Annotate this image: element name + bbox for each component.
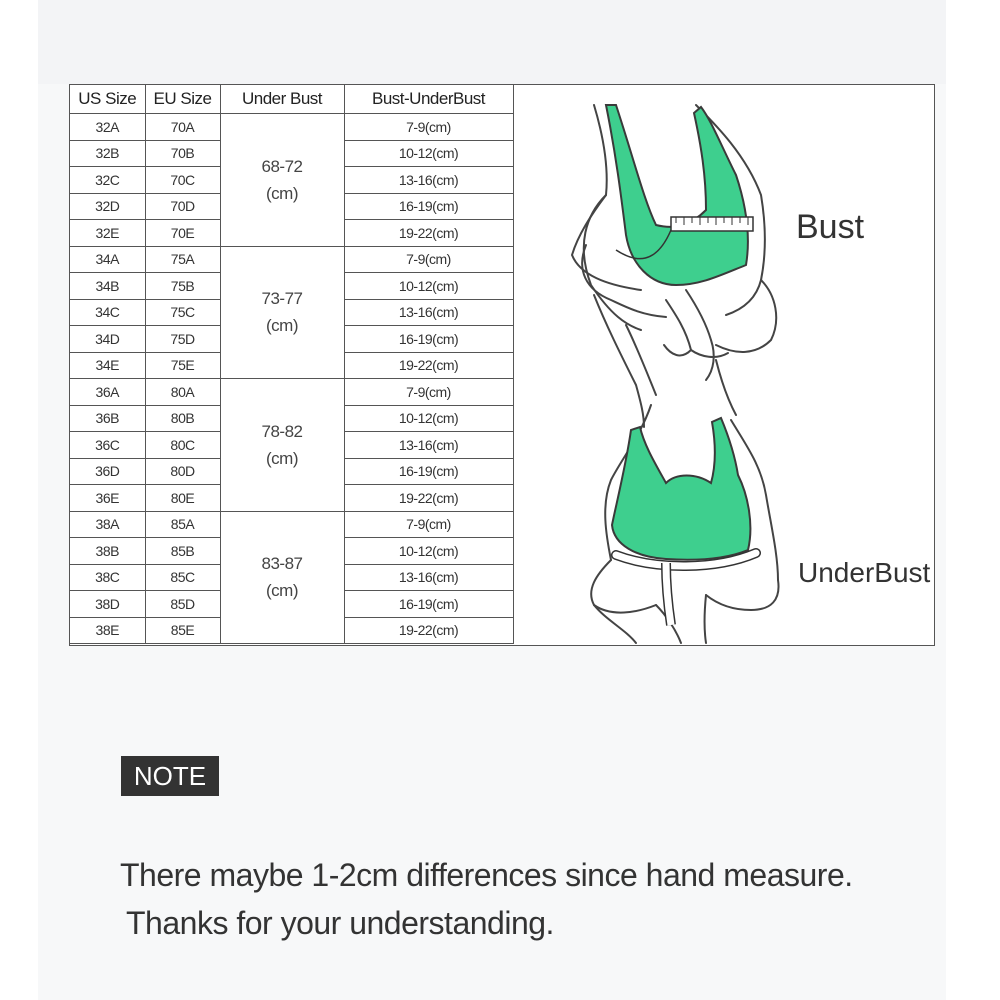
us-size-cell: 36E (70, 485, 145, 512)
us-size-cell: 36C (70, 432, 145, 459)
under-bust-text: (cm) (266, 448, 298, 468)
us-size-cell: 32E (70, 220, 145, 247)
header-bust-underbust: Bust-UnderBust (344, 85, 513, 114)
eu-size-cell: 85B (145, 538, 220, 565)
eu-size-cell: 85D (145, 591, 220, 618)
under-bust-text: (cm) (266, 316, 298, 336)
under-bust-text: 78-82 (261, 421, 303, 441)
table-row (70, 246, 513, 273)
us-size-cell: 38D (70, 591, 145, 618)
under-bust-text: 73-77 (261, 289, 303, 309)
bust-difference-cell: 19-22(cm) (344, 220, 513, 247)
us-size-cell: 32D (70, 193, 145, 220)
bust-difference-cell: 16-19(cm) (344, 458, 513, 485)
bust-bra (606, 105, 748, 285)
bust-difference-cell: 16-19(cm) (344, 193, 513, 220)
under-bust-cell (220, 379, 344, 512)
us-size-cell: 38A (70, 511, 145, 538)
header-eu-size: EU Size (145, 85, 220, 114)
under-bust-text: 68-72 (261, 156, 303, 176)
eu-size-cell: 80D (145, 458, 220, 485)
bust-label: Bust (796, 208, 865, 246)
under-bust-cell (220, 114, 344, 247)
eu-size-cell: 75D (145, 326, 220, 353)
table-body (70, 114, 513, 644)
bust-difference-cell: 10-12(cm) (344, 273, 513, 300)
eu-size-cell: 80C (145, 432, 220, 459)
under-bust-text: (cm) (266, 581, 298, 601)
us-size-cell: 32A (70, 114, 145, 141)
bust-difference-cell: 19-22(cm) (344, 617, 513, 644)
eu-size-cell: 75B (145, 273, 220, 300)
eu-size-cell: 75C (145, 299, 220, 326)
eu-size-cell: 70C (145, 167, 220, 194)
header-us-size: US Size (70, 85, 145, 114)
us-size-cell: 36B (70, 405, 145, 432)
under-bust-cell (220, 511, 344, 644)
table-row (70, 379, 513, 406)
bust-difference-cell: 7-9(cm) (344, 379, 513, 406)
us-size-cell: 34B (70, 273, 145, 300)
eu-size-cell: 80A (145, 379, 220, 406)
bust-difference-cell: 10-12(cm) (344, 140, 513, 167)
us-size-cell: 34E (70, 352, 145, 379)
table-row (70, 114, 513, 141)
size-table (70, 85, 514, 644)
bust-difference-cell: 10-12(cm) (344, 538, 513, 565)
bust-difference-cell: 19-22(cm) (344, 352, 513, 379)
us-size-cell: 32B (70, 140, 145, 167)
size-chart (69, 84, 935, 646)
us-size-cell: 32C (70, 167, 145, 194)
bust-difference-cell: 10-12(cm) (344, 405, 513, 432)
eu-size-cell: 70B (145, 140, 220, 167)
eu-size-cell: 80E (145, 485, 220, 512)
under-bust-text: 83-87 (261, 554, 303, 574)
bust-difference-cell: 13-16(cm) (344, 564, 513, 591)
bust-difference-cell: 16-19(cm) (344, 591, 513, 618)
note-badge: NOTE (121, 756, 219, 796)
us-size-cell: 34A (70, 246, 145, 273)
table-header-row (70, 85, 513, 114)
us-size-cell: 38E (70, 617, 145, 644)
eu-size-cell: 85A (145, 511, 220, 538)
bust-difference-cell: 19-22(cm) (344, 485, 513, 512)
table-row (70, 511, 513, 538)
eu-size-cell: 85C (145, 564, 220, 591)
underbust-label: UnderBust (798, 557, 931, 588)
under-bust-cell (220, 246, 344, 379)
eu-size-cell: 70D (145, 193, 220, 220)
eu-size-cell: 70A (145, 114, 220, 141)
bust-difference-cell: 16-19(cm) (344, 326, 513, 353)
bust-difference-cell: 13-16(cm) (344, 167, 513, 194)
bust-difference-cell: 7-9(cm) (344, 246, 513, 273)
us-size-cell: 36D (70, 458, 145, 485)
note-line-1: There maybe 1-2cm differences since hand measure. (120, 857, 853, 893)
us-size-cell: 34D (70, 326, 145, 353)
us-size-cell: 38C (70, 564, 145, 591)
us-size-cell: 36A (70, 379, 145, 406)
us-size-cell: 34C (70, 299, 145, 326)
bust-difference-cell: 13-16(cm) (344, 299, 513, 326)
bust-difference-cell: 13-16(cm) (344, 432, 513, 459)
bust-difference-cell: 7-9(cm) (344, 114, 513, 141)
under-bust-text: (cm) (266, 183, 298, 203)
bust-difference-cell: 7-9(cm) (344, 511, 513, 538)
underbust-tape (616, 553, 756, 625)
header-under-bust: Under Bust (220, 85, 344, 114)
panel-header-band (38, 0, 946, 84)
eu-size-cell: 80B (145, 405, 220, 432)
eu-size-cell: 70E (145, 220, 220, 247)
note-line-2: Thanks for your understanding. (126, 905, 554, 941)
eu-size-cell: 75E (145, 352, 220, 379)
eu-size-cell: 75A (145, 246, 220, 273)
underbust-bra (612, 418, 750, 560)
eu-size-cell: 85E (145, 617, 220, 644)
us-size-cell: 38B (70, 538, 145, 565)
